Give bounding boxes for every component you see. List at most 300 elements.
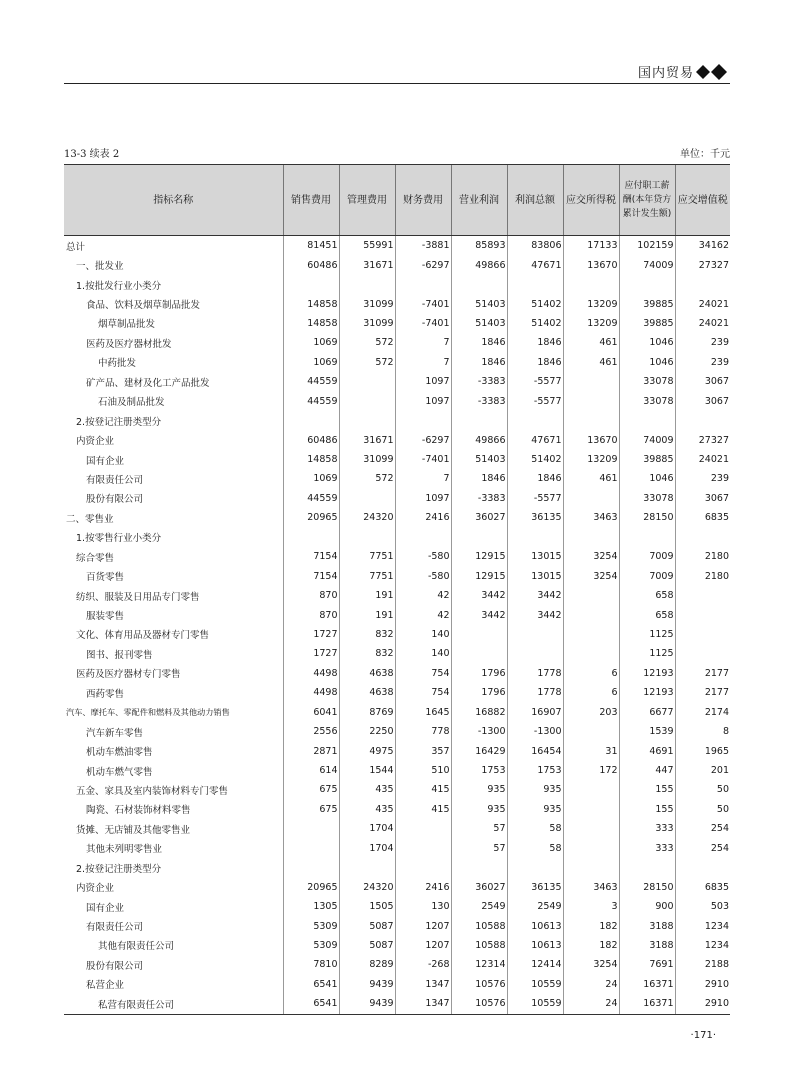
- table-cell: [563, 644, 619, 663]
- table-cell: [507, 644, 563, 663]
- table-cell: 182: [563, 936, 619, 955]
- table-cell: 27327: [675, 430, 730, 449]
- table-cell: 13209: [563, 294, 619, 313]
- table-row: [64, 314, 730, 333]
- table-cell: 2180: [675, 547, 730, 566]
- table-cell: 12314: [451, 955, 507, 974]
- table-cell: 36027: [451, 508, 507, 527]
- table-cell: [339, 528, 395, 547]
- table-cell: 935: [451, 780, 507, 799]
- table-cell: 6: [563, 664, 619, 683]
- table-cell: 2910: [675, 994, 730, 1014]
- table-cell: [339, 372, 395, 391]
- table-cell: 2177: [675, 683, 730, 702]
- table-cell: 81451: [283, 236, 339, 256]
- table-row: [64, 392, 730, 411]
- table-cell: 254: [675, 839, 730, 858]
- table-cell: 28150: [619, 877, 675, 896]
- table-cell: 1727: [283, 625, 339, 644]
- table-cell: 572: [339, 333, 395, 352]
- table-cell: 2177: [675, 664, 730, 683]
- table-cell: 74009: [619, 430, 675, 449]
- unit-label: 单位：千元: [680, 149, 730, 160]
- table-cell: 31: [563, 741, 619, 760]
- row-label: 国有企业: [86, 455, 125, 467]
- table-cell: 17133: [563, 236, 619, 256]
- table-cell: [339, 489, 395, 508]
- table-row: [64, 547, 730, 566]
- table-cell: 3067: [675, 489, 730, 508]
- column-header-finance-expense: 财务费用: [395, 165, 451, 236]
- column-header-selling-expense: 销售费用: [283, 165, 339, 236]
- table-cell: 1347: [395, 994, 451, 1014]
- table-row: [64, 877, 730, 896]
- table-cell: 3254: [563, 547, 619, 566]
- table-cell: [563, 489, 619, 508]
- table-cell: 832: [339, 644, 395, 663]
- table-cell: [507, 625, 563, 644]
- table-cell: 6835: [675, 508, 730, 527]
- row-label: 股份有限公司: [86, 494, 144, 506]
- row-label: 汽车、摩托车、零配件和燃料及其他动力销售: [66, 706, 230, 717]
- table-cell: 4691: [619, 741, 675, 760]
- table-cell: 13015: [507, 547, 563, 566]
- table-cell: 239: [675, 353, 730, 372]
- row-label: 医药及医疗器材批发: [86, 338, 172, 350]
- table-cell: [619, 275, 675, 294]
- table-cell: 3442: [507, 586, 563, 605]
- table-cell: 1846: [507, 353, 563, 372]
- table-cell: 1234: [675, 916, 730, 935]
- table-cell: 39885: [619, 314, 675, 333]
- statistics-table: [64, 164, 730, 1015]
- table-cell: 60486: [283, 430, 339, 449]
- table-cell: -7401: [395, 314, 451, 333]
- table-cell: 3463: [563, 508, 619, 527]
- table-row: [64, 353, 730, 372]
- table-cell: 3254: [563, 566, 619, 585]
- table-row: [64, 236, 730, 256]
- table-row: [64, 566, 730, 585]
- table-row: [64, 722, 730, 741]
- row-label: 私营有限责任公司: [64, 994, 283, 1014]
- table-cell: 31671: [339, 430, 395, 449]
- table-cell: [395, 528, 451, 547]
- table-cell: 7: [395, 469, 451, 488]
- table-cell: 31099: [339, 314, 395, 333]
- table-cell: 870: [283, 586, 339, 605]
- table-cell: [451, 528, 507, 547]
- table-cell: [563, 392, 619, 411]
- table-cell: 10588: [451, 936, 507, 955]
- table-cell: [283, 275, 339, 294]
- table-cell: 14858: [283, 294, 339, 313]
- table-row: [64, 741, 730, 760]
- table-cell: 239: [675, 333, 730, 352]
- row-label: 综合零售: [76, 552, 115, 564]
- table-row: [64, 955, 730, 974]
- row-label: 矿产品、建材及化工产品批发: [86, 377, 210, 389]
- table-cell: 31099: [339, 294, 395, 313]
- table-cell: [395, 819, 451, 838]
- table-cell: 140: [395, 644, 451, 663]
- table-cell: 614: [283, 761, 339, 780]
- table-cell: 254: [675, 819, 730, 838]
- table-cell: 155: [619, 780, 675, 799]
- table-cell: 201: [675, 761, 730, 780]
- table-cell: 31099: [339, 450, 395, 469]
- table-cell: -3383: [451, 392, 507, 411]
- table-cell: 8289: [339, 955, 395, 974]
- table-cell: [339, 275, 395, 294]
- row-label: 私营企业: [86, 980, 125, 992]
- table-cell: 14858: [283, 450, 339, 469]
- table-cell: 16371: [619, 975, 675, 994]
- table-cell: 33078: [619, 489, 675, 508]
- table-cell: 51403: [451, 314, 507, 333]
- table-cell: -3383: [451, 489, 507, 508]
- table-cell: 1846: [451, 333, 507, 352]
- page-number: ·171·: [690, 1030, 716, 1041]
- table-cell: 8769: [339, 703, 395, 722]
- table-cell: 6677: [619, 703, 675, 722]
- table-cell: 1727: [283, 644, 339, 663]
- table-cell: 870: [283, 605, 339, 624]
- table-cell: 7154: [283, 547, 339, 566]
- table-cell: 83806: [507, 236, 563, 256]
- table-row: [64, 508, 730, 527]
- table-cell: [563, 625, 619, 644]
- table-cell: 4498: [283, 683, 339, 702]
- table-cell: 675: [283, 780, 339, 799]
- table-cell: 51402: [507, 450, 563, 469]
- table-cell: 1046: [619, 333, 675, 352]
- table-cell: 8: [675, 722, 730, 741]
- table-cell: 1097: [395, 392, 451, 411]
- table-cell: 24021: [675, 450, 730, 469]
- table-cell: [563, 586, 619, 605]
- table-cell: 7691: [619, 955, 675, 974]
- table-cell: 4638: [339, 664, 395, 683]
- table-cell: [451, 644, 507, 663]
- table-cell: 3067: [675, 392, 730, 411]
- table-cell: 1097: [395, 489, 451, 508]
- table-row: [64, 450, 730, 469]
- table-cell: 1704: [339, 839, 395, 858]
- table-cell: 1347: [395, 975, 451, 994]
- column-header-income-tax: 应交所得税: [563, 165, 619, 236]
- table-cell: 7154: [283, 566, 339, 585]
- table-cell: 1207: [395, 916, 451, 935]
- table-cell: 140: [395, 625, 451, 644]
- table-cell: 191: [339, 586, 395, 605]
- table-cell: [563, 780, 619, 799]
- table-cell: 1234: [675, 936, 730, 955]
- row-label: 内资企业: [76, 436, 115, 448]
- table-cell: 3188: [619, 916, 675, 935]
- table-cell: 39885: [619, 294, 675, 313]
- table-row: [64, 430, 730, 449]
- table-cell: 935: [507, 780, 563, 799]
- table-cell: 4638: [339, 683, 395, 702]
- table-cell: [563, 605, 619, 624]
- table-cell: [563, 722, 619, 741]
- table-cell: 2416: [395, 877, 451, 896]
- table-cell: 1505: [339, 897, 395, 916]
- table-cell: 42: [395, 586, 451, 605]
- table-cell: 16429: [451, 741, 507, 760]
- row-label: 纺织、服装及日用品专门零售: [76, 591, 200, 603]
- table-cell: 44559: [283, 392, 339, 411]
- table-row: [64, 625, 730, 644]
- table-cell: 7009: [619, 547, 675, 566]
- table-header-row: [64, 165, 730, 236]
- table-cell: 3254: [563, 955, 619, 974]
- table-cell: 12193: [619, 664, 675, 683]
- table-cell: 13015: [507, 566, 563, 585]
- table-cell: 6835: [675, 877, 730, 896]
- table-cell: [619, 858, 675, 877]
- table-cell: 1753: [507, 761, 563, 780]
- table-cell: [563, 800, 619, 819]
- table-cell: 74009: [619, 255, 675, 274]
- row-label: 西药零售: [86, 688, 125, 700]
- row-label: 五金、家具及室内装饰材料专门零售: [76, 785, 229, 797]
- table-cell: [451, 275, 507, 294]
- table-cell: 658: [619, 586, 675, 605]
- table-cell: 5087: [339, 916, 395, 935]
- table-cell: 12193: [619, 683, 675, 702]
- table-cell: 5087: [339, 936, 395, 955]
- table-cell: 1846: [507, 333, 563, 352]
- row-label: 机动车燃油零售: [86, 747, 153, 759]
- table-cell: 36027: [451, 877, 507, 896]
- table-cell: 34162: [675, 236, 730, 256]
- table-cell: 13209: [563, 314, 619, 333]
- table-cell: 39885: [619, 450, 675, 469]
- table-cell: 333: [619, 819, 675, 838]
- table-cell: [563, 372, 619, 391]
- table-cell: -580: [395, 566, 451, 585]
- table-cell: 47671: [507, 430, 563, 449]
- row-label: 有限责任公司: [86, 474, 144, 486]
- table-cell: 675: [283, 800, 339, 819]
- table-cell: 57: [451, 839, 507, 858]
- table-cell: 658: [619, 605, 675, 624]
- table-cell: 58: [507, 819, 563, 838]
- table-cell: 6541: [283, 994, 339, 1014]
- table-cell: 7: [395, 333, 451, 352]
- table-row: [64, 411, 730, 430]
- table-cell: 130: [395, 897, 451, 916]
- table-cell: 6541: [283, 975, 339, 994]
- table-row: [64, 819, 730, 838]
- table-cell: 10576: [451, 994, 507, 1014]
- table-row: [64, 800, 730, 819]
- table-cell: 7: [395, 353, 451, 372]
- table-cell: [675, 411, 730, 430]
- table-cell: 1645: [395, 703, 451, 722]
- table-cell: 10576: [451, 975, 507, 994]
- table-cell: 13670: [563, 255, 619, 274]
- row-label: 2.按登记注册类型分: [76, 863, 162, 875]
- table-cell: [451, 411, 507, 430]
- table-cell: 1846: [507, 469, 563, 488]
- table-cell: 44559: [283, 372, 339, 391]
- table-cell: 155: [619, 800, 675, 819]
- row-label: 石油及制品批发: [98, 397, 165, 409]
- table-cell: [283, 819, 339, 838]
- table-cell: 1753: [451, 761, 507, 780]
- table-cell: 7810: [283, 955, 339, 974]
- table-cell: 2174: [675, 703, 730, 722]
- table-cell: 50: [675, 780, 730, 799]
- table-cell: 20965: [283, 877, 339, 896]
- table-cell: 572: [339, 469, 395, 488]
- row-label: 总计: [66, 241, 86, 253]
- table-cell: 778: [395, 722, 451, 741]
- table-cell: 832: [339, 625, 395, 644]
- table-row: [64, 255, 730, 274]
- table-cell: [507, 411, 563, 430]
- table-cell: 3442: [451, 586, 507, 605]
- table-cell: 1778: [507, 664, 563, 683]
- table-cell: 14858: [283, 314, 339, 333]
- row-label: 汽车新车零售: [86, 727, 144, 739]
- table-cell: [563, 411, 619, 430]
- table-cell: 3: [563, 897, 619, 916]
- table-cell: 4975: [339, 741, 395, 760]
- table-row: [64, 333, 730, 352]
- table-cell: 7751: [339, 547, 395, 566]
- table-cell: [283, 528, 339, 547]
- table-cell: -580: [395, 547, 451, 566]
- table-cell: 12915: [451, 566, 507, 585]
- table-cell: 461: [563, 333, 619, 352]
- table-body: [64, 236, 730, 1015]
- table-cell: [283, 858, 339, 877]
- table-cell: [675, 605, 730, 624]
- row-label: 二、零售业: [66, 513, 114, 525]
- table-cell: 51403: [451, 294, 507, 313]
- table-cell: 435: [339, 780, 395, 799]
- table-cell: [395, 411, 451, 430]
- table-cell: 49866: [451, 430, 507, 449]
- table-cell: [395, 275, 451, 294]
- table-cell: 12915: [451, 547, 507, 566]
- table-cell: [451, 625, 507, 644]
- table-cell: -3881: [395, 236, 451, 256]
- table-cell: 503: [675, 897, 730, 916]
- row-label: 股份有限公司: [86, 960, 144, 972]
- table-cell: [507, 275, 563, 294]
- table-cell: 203: [563, 703, 619, 722]
- table-row: [64, 839, 730, 858]
- table-cell: 5309: [283, 936, 339, 955]
- table-row: [64, 858, 730, 877]
- table-cell: 13209: [563, 450, 619, 469]
- section-title: 国内贸易: [637, 66, 694, 81]
- double-diamond-icon: [696, 64, 730, 80]
- table-row: [64, 761, 730, 780]
- row-label: 其他有限责任公司: [98, 941, 175, 953]
- table-cell: [675, 586, 730, 605]
- table-cell: 2556: [283, 722, 339, 741]
- row-label: 其他未列明零售业: [86, 844, 163, 856]
- table-number: 13-3 续表 2: [64, 149, 120, 160]
- table-cell: 50: [675, 800, 730, 819]
- table-cell: 1069: [283, 353, 339, 372]
- table-cell: 2180: [675, 566, 730, 585]
- row-label: 有限责任公司: [86, 922, 144, 934]
- row-label: 内资企业: [76, 883, 115, 895]
- table-cell: 1796: [451, 664, 507, 683]
- table-cell: 415: [395, 780, 451, 799]
- table-cell: [563, 858, 619, 877]
- table-cell: 24: [563, 975, 619, 994]
- table-cell: 1069: [283, 469, 339, 488]
- table-cell: 2416: [395, 508, 451, 527]
- table-cell: 20965: [283, 508, 339, 527]
- table-cell: 51402: [507, 294, 563, 313]
- table-cell: [451, 858, 507, 877]
- table-cell: 9439: [339, 994, 395, 1014]
- table-cell: 357: [395, 741, 451, 760]
- table-cell: 24320: [339, 508, 395, 527]
- table-row: [64, 664, 730, 683]
- table-cell: [339, 392, 395, 411]
- table-cell: 60486: [283, 255, 339, 274]
- table-cell: 44559: [283, 489, 339, 508]
- table-cell: 1539: [619, 722, 675, 741]
- table-cell: -268: [395, 955, 451, 974]
- table-row: [64, 275, 730, 294]
- row-label: 图书、报刊零售: [86, 649, 153, 661]
- table-cell: 1544: [339, 761, 395, 780]
- table-cell: 172: [563, 761, 619, 780]
- table-cell: 16882: [451, 703, 507, 722]
- column-header-employee-pay: 应付职工薪酬(本年贷方累计发生额): [619, 165, 675, 236]
- table-cell: [675, 644, 730, 663]
- table-cell: 4498: [283, 664, 339, 683]
- table-cell: 42: [395, 605, 451, 624]
- table-row: [64, 528, 730, 547]
- table-cell: [675, 858, 730, 877]
- header-rule: [64, 83, 730, 84]
- table-row: [64, 916, 730, 935]
- row-label: 烟草制品批发: [98, 319, 156, 331]
- table-cell: [339, 411, 395, 430]
- table-row: [64, 936, 730, 955]
- row-label: 医药及医疗器材专门零售: [76, 669, 181, 681]
- table-cell: [395, 839, 451, 858]
- table-cell: [619, 411, 675, 430]
- table-row: [64, 489, 730, 508]
- table-row: [64, 780, 730, 799]
- table-cell: -6297: [395, 255, 451, 274]
- row-label: 机动车燃气零售: [86, 766, 153, 778]
- table-cell: 10588: [451, 916, 507, 935]
- table-cell: 1796: [451, 683, 507, 702]
- row-label: 1.按零售行业小类分: [76, 533, 162, 545]
- table-cell: 6041: [283, 703, 339, 722]
- table-cell: [675, 528, 730, 547]
- table-cell: 3463: [563, 877, 619, 896]
- table-cell: 935: [451, 800, 507, 819]
- table-cell: 2910: [675, 975, 730, 994]
- table-row: [64, 294, 730, 313]
- table-cell: 51403: [451, 450, 507, 469]
